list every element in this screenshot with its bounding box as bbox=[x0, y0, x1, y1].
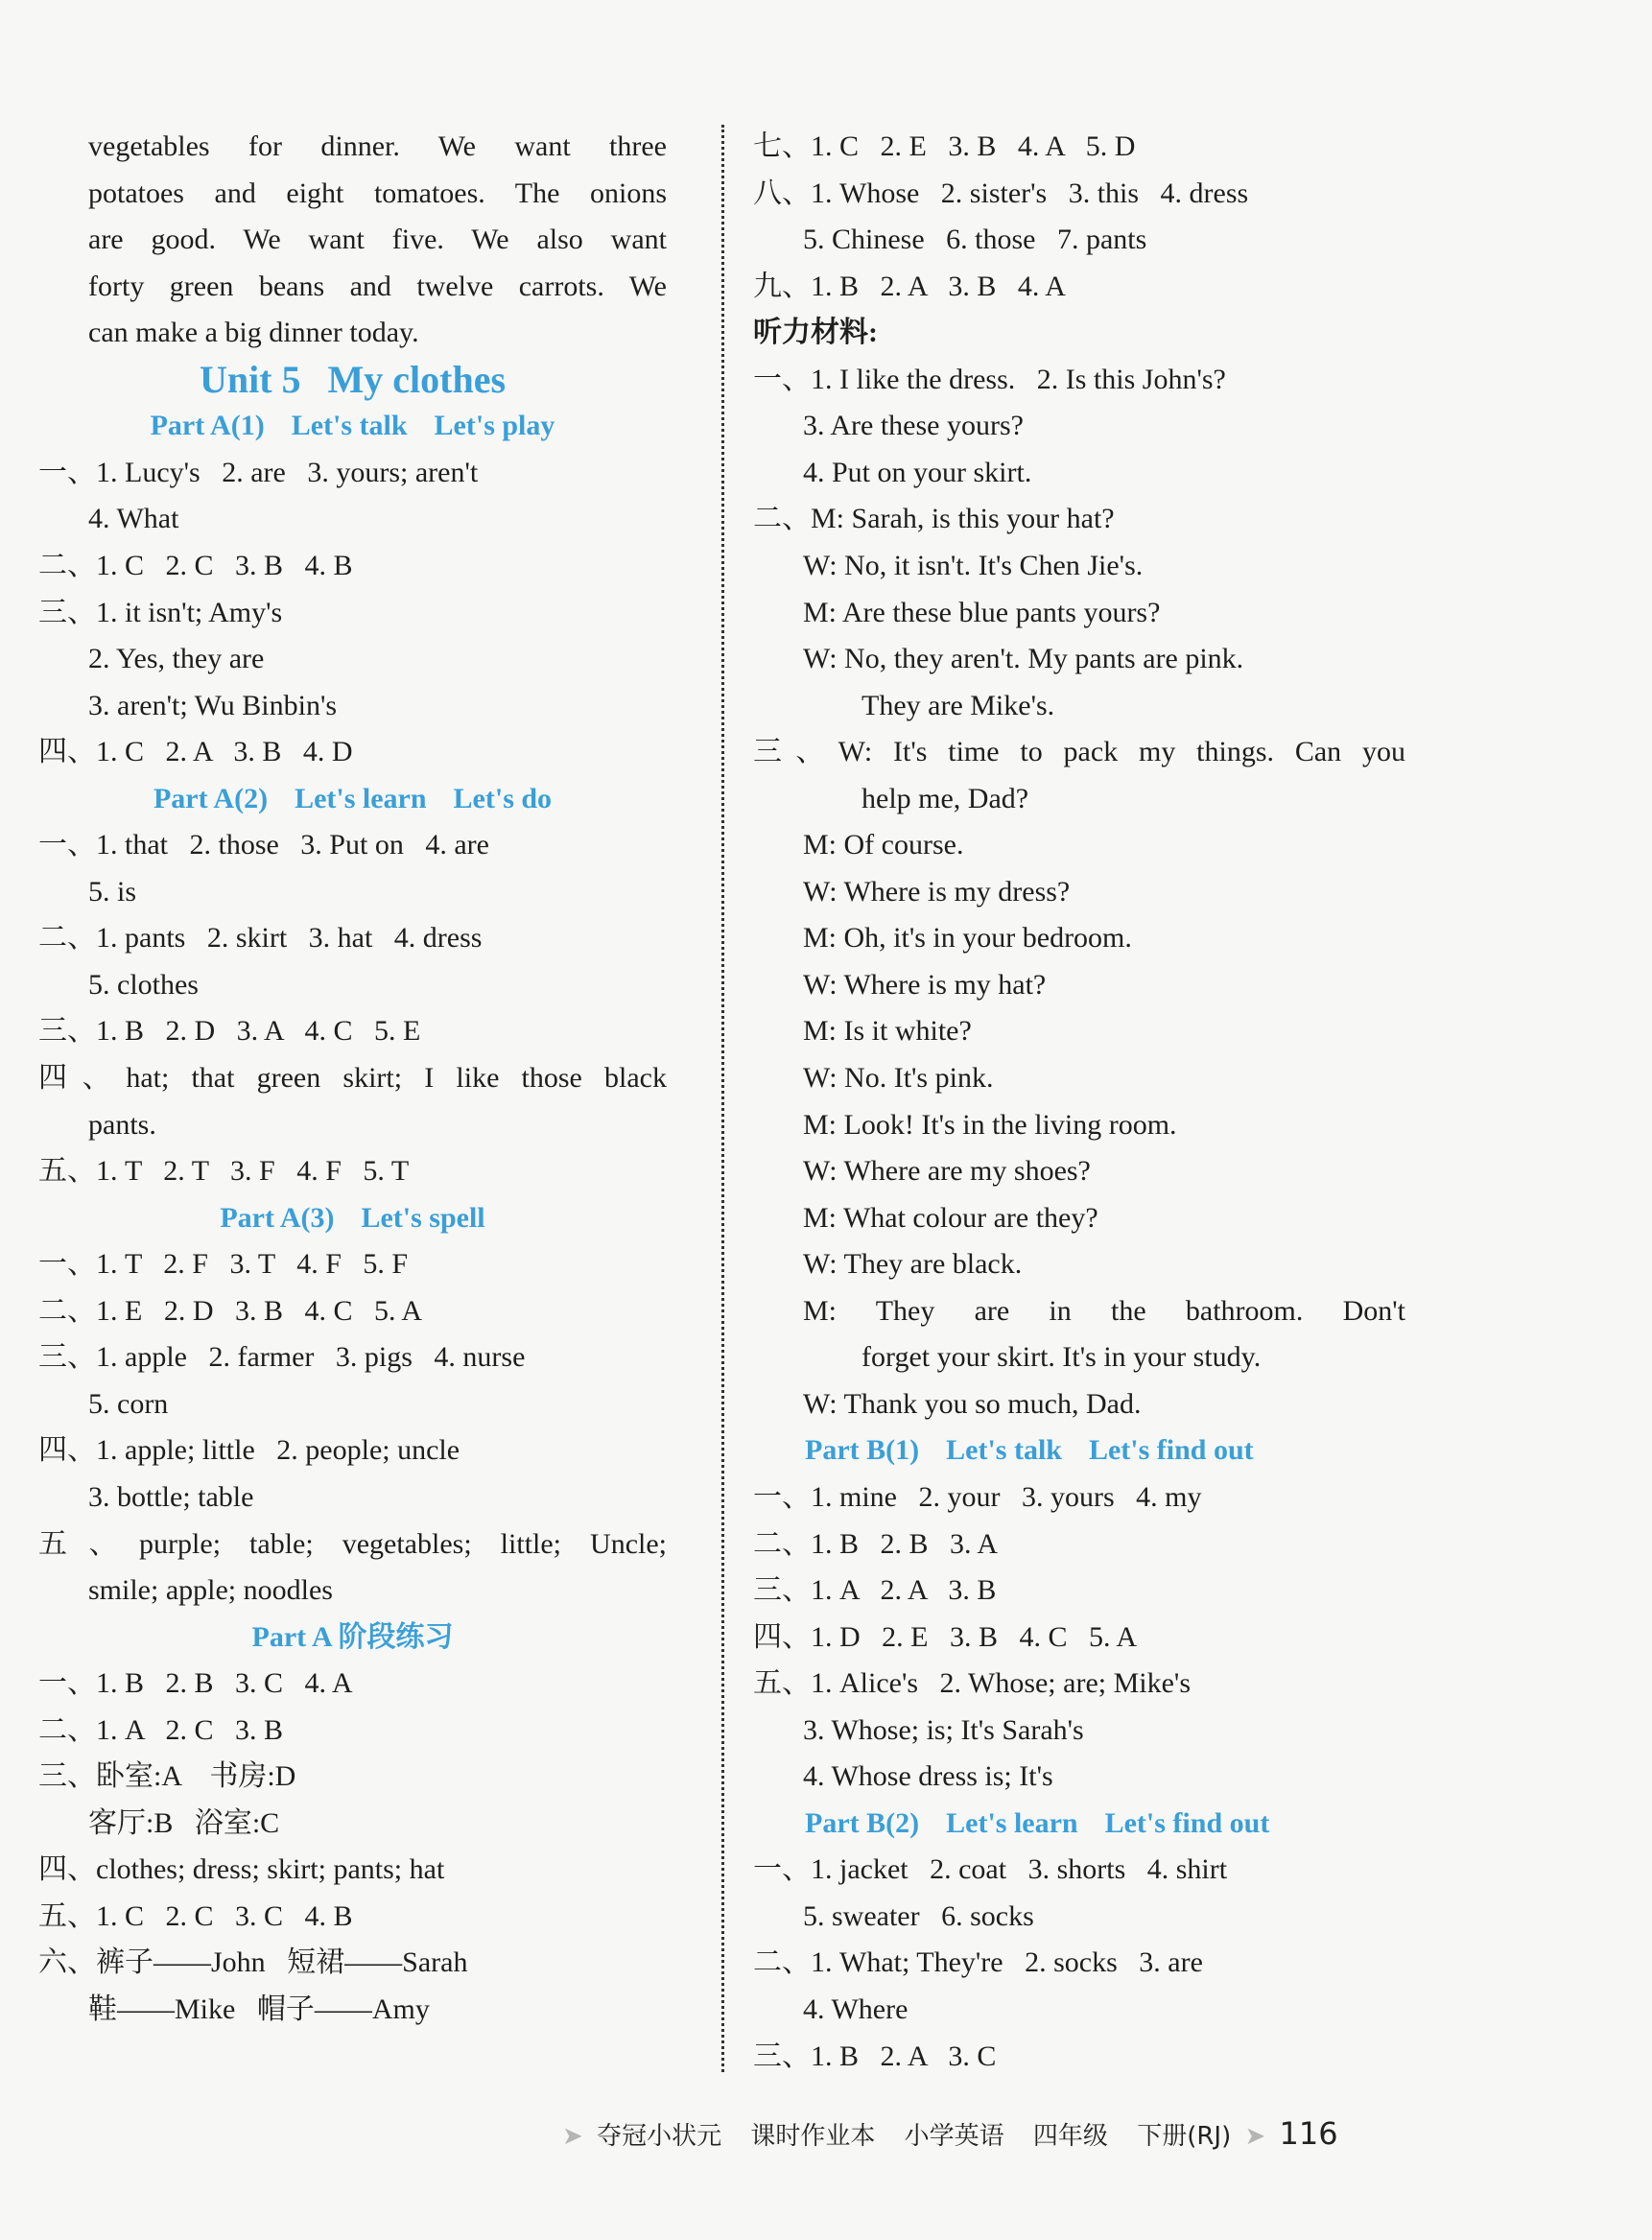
answer-line: 二、1. A 2. C 3. B bbox=[38, 1713, 284, 1746]
answer-line: 听力材料: bbox=[753, 317, 878, 349]
section-heading bbox=[38, 1199, 667, 1238]
answer-line: 一、1. I like the dress. 2. Is this John's? bbox=[753, 363, 1226, 395]
heading-part: Let's talk bbox=[946, 1434, 1062, 1467]
answer-line: 4. Whose dress is; It's bbox=[803, 1760, 1053, 1793]
answer-line: M: Oh, it's in your bedroom. bbox=[803, 922, 1132, 955]
footer-subject: 小学英语 bbox=[904, 2122, 1004, 2151]
answer-line: 3. Whose; is; It's Sarah's bbox=[803, 1713, 1084, 1746]
section-heading bbox=[791, 1431, 1267, 1470]
answer-line: vegetables for dinner. We want three bbox=[88, 130, 667, 162]
answer-line: 二、1. E 2. D 3. B 4. C 5. A bbox=[38, 1294, 423, 1327]
answer-line: 五、purple; table; vegetables; little; Uncle; bbox=[38, 1527, 667, 1560]
answer-line: 二、1. B 2. B 3. A bbox=[753, 1527, 999, 1560]
answer-line: 三、1. B 2. D 3. A 4. C 5. E bbox=[38, 1015, 421, 1048]
heading-part: My clothes bbox=[327, 357, 507, 401]
answer-line: 4. Put on your skirt. bbox=[803, 456, 1032, 488]
answer-line: 一、1. B 2. B 3. C 4. A bbox=[38, 1667, 353, 1700]
heading-part: Let's talk bbox=[291, 410, 408, 442]
section-heading bbox=[791, 1804, 1283, 1843]
answer-line: 七、1. C 2. E 3. B 4. A 5. D bbox=[753, 130, 1136, 162]
answer-line: 2. Yes, they are bbox=[88, 643, 265, 675]
answer-line: 一、1. that 2. those 3. Put on 4. are bbox=[38, 829, 489, 861]
answer-line: 5. is bbox=[88, 875, 137, 908]
answer-line: 四、hat; that green skirt; I like those black bbox=[38, 1062, 667, 1094]
heading-part: Let's spell bbox=[361, 1201, 485, 1234]
answer-line: W: Thank you so much, Dad. bbox=[803, 1387, 1142, 1420]
heading-part: Part A(1) bbox=[150, 410, 265, 442]
heading-part: Let's do bbox=[453, 782, 553, 814]
answer-line: 5. sweater 6. socks bbox=[803, 1899, 1034, 1932]
answer-line: 二、1. pants 2. skirt 3. hat 4. dress bbox=[38, 922, 483, 955]
answer-line: can make a big dinner today. bbox=[88, 317, 419, 349]
heading-part: Part B(1) bbox=[805, 1434, 920, 1467]
heading-part: Let's learn bbox=[946, 1806, 1078, 1839]
answer-line: 四、clothes; dress; skirt; pants; hat bbox=[38, 1853, 445, 1886]
heading-part: Let's find out bbox=[1104, 1806, 1270, 1839]
answer-line: 三、1. B 2. A 3. C bbox=[753, 2040, 997, 2072]
answer-line: 二、1. C 2. C 3. B 4. B bbox=[38, 549, 353, 581]
answer-line: 五、1. C 2. C 3. C 4. B bbox=[38, 1899, 353, 1932]
answer-line: 一、1. mine 2. your 3. yours 4. my bbox=[753, 1480, 1202, 1513]
answer-line: 五、1. Alice's 2. Whose; are; Mike's bbox=[753, 1667, 1192, 1700]
heading-part: Let's play bbox=[434, 410, 555, 442]
answer-line: forty green beans and twelve carrots. We bbox=[88, 270, 667, 302]
arrow-icon: ➤ bbox=[1244, 2122, 1266, 2151]
answer-line: W: They are black. bbox=[803, 1248, 1023, 1281]
answer-line: smile; apple; noodles bbox=[88, 1574, 333, 1607]
footer-brand: 夺冠小状元 bbox=[597, 2122, 722, 2151]
answer-line: W: Where is my dress? bbox=[803, 875, 1071, 908]
answer-line: 二、M: Sarah, is this your hat? bbox=[753, 503, 1115, 535]
arrow-icon: ➤ bbox=[562, 2122, 583, 2151]
page-footer bbox=[556, 2115, 1338, 2163]
answer-line: 一、1. jacket 2. coat 3. shorts 4. shirt bbox=[753, 1853, 1228, 1886]
answer-line: 三、W: It's time to pack my things. Can you bbox=[753, 736, 1405, 768]
answer-line: 九、1. B 2. A 3. B 4. A bbox=[753, 270, 1066, 302]
heading-part: Let's learn bbox=[295, 782, 427, 814]
heading-part: Unit 5 bbox=[199, 357, 301, 401]
answer-line: 鞋——Mike 帽子——Amy bbox=[88, 1993, 430, 2025]
answer-line: 3. Are these yours? bbox=[803, 410, 1024, 442]
page-number: 116 bbox=[1279, 2115, 1338, 2152]
heading-part: Part B(2) bbox=[805, 1806, 920, 1839]
footer-series: 课时作业本 bbox=[750, 2122, 876, 2151]
answer-line: 3. bottle; table bbox=[88, 1480, 254, 1513]
answer-line: help me, Dad? bbox=[861, 782, 1029, 814]
answer-line: forget your skirt. It's in your study. bbox=[861, 1341, 1262, 1374]
unit-title bbox=[38, 356, 667, 404]
answer-line: 一、1. T 2. F 3. T 4. F 5. F bbox=[38, 1248, 409, 1281]
answer-line: 3. aren't; Wu Binbin's bbox=[88, 689, 338, 721]
answer-line: 六、裤子——John 短裙——Sarah bbox=[38, 1946, 468, 1979]
answer-line: potatoes and eight tomatoes. The onions bbox=[88, 177, 667, 209]
answer-line: 三、1. A 2. A 3. B bbox=[753, 1574, 997, 1607]
answer-line: 四、1. C 2. A 3. B 4. D bbox=[38, 736, 353, 768]
answer-line: M: Is it white? bbox=[803, 1015, 972, 1048]
answer-line: pants. bbox=[88, 1108, 156, 1141]
answer-line: 五、1. T 2. T 3. F 4. F 5. T bbox=[38, 1155, 410, 1188]
section-heading bbox=[38, 780, 667, 818]
footer-grade: 四年级 bbox=[1032, 2122, 1108, 2151]
section-heading bbox=[38, 407, 667, 445]
answer-line: 四、1. apple; little 2. people; uncle bbox=[38, 1434, 460, 1467]
answer-line: 八、1. Whose 2. sister's 3. this 4. dress bbox=[753, 177, 1249, 209]
heading-part: Part A(3) bbox=[220, 1201, 335, 1234]
answer-line: 4. Where bbox=[803, 1993, 909, 2025]
answer-line: 一、1. Lucy's 2. are 3. yours; aren't bbox=[38, 456, 479, 488]
answer-line: M: What colour are they? bbox=[803, 1201, 1098, 1234]
answer-line: W: No. It's pink. bbox=[803, 1062, 994, 1094]
answer-line: 5. Chinese 6. those 7. pants bbox=[803, 224, 1147, 256]
answer-line: 三、1. apple 2. farmer 3. pigs 4. nurse bbox=[38, 1341, 526, 1374]
answer-line: 4. What bbox=[88, 503, 179, 535]
answer-line: They are Mike's. bbox=[861, 689, 1055, 721]
answer-line: 三、1. it isn't; Amy's bbox=[38, 596, 283, 628]
column-divider bbox=[721, 125, 724, 2072]
answer-line: M: They are in the bathroom. Don't bbox=[803, 1294, 1405, 1327]
answer-line: W: No, it isn't. It's Chen Jie's. bbox=[803, 549, 1144, 581]
footer-volume: 下册(RJ) bbox=[1137, 2122, 1232, 2151]
heading-part: Let's find out bbox=[1088, 1434, 1254, 1467]
heading-part: Part A(2) bbox=[153, 782, 269, 814]
answer-line: 四、1. D 2. E 3. B 4. C 5. A bbox=[753, 1620, 1138, 1653]
answer-line: 二、1. What; They're 2. socks 3. are bbox=[753, 1946, 1203, 1979]
answer-line: W: Where is my hat? bbox=[803, 968, 1047, 1001]
answer-line: W: No, they aren't. My pants are pink. bbox=[803, 643, 1244, 675]
answer-line: M: Of course. bbox=[803, 829, 964, 861]
answer-line: M: Are these blue pants yours? bbox=[803, 596, 1161, 628]
heading-part: Part A 阶段练习 bbox=[251, 1620, 454, 1653]
answer-line: are good. We want five. We also want bbox=[88, 224, 667, 256]
answer-line: W: Where are my shoes? bbox=[803, 1155, 1091, 1188]
answer-line: 客厅:B 浴室:C bbox=[88, 1806, 280, 1839]
answer-line: 三、卧室:A 书房:D bbox=[38, 1760, 296, 1793]
answer-line: 5. clothes bbox=[88, 968, 199, 1001]
answer-line: M: Look! It's in the living room. bbox=[803, 1108, 1177, 1141]
section-heading bbox=[38, 1618, 667, 1657]
answer-line: 5. corn bbox=[88, 1387, 169, 1420]
